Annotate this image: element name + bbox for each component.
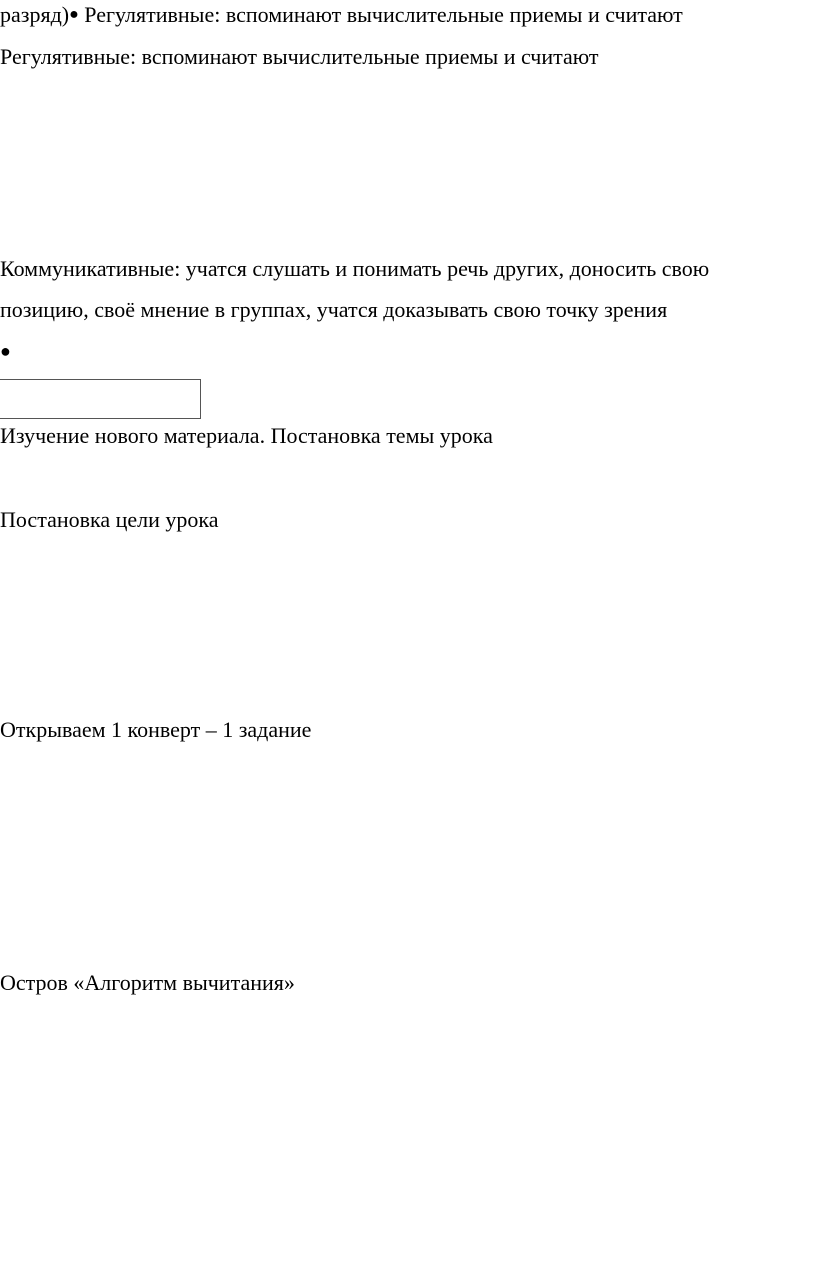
envelope-task-heading: Открываем 1 конверт – 1 задание: [0, 717, 312, 742]
regulative-line-1: [0, 2, 683, 28]
communicative-line-2: позицию, своё мнение в группах, учатся доказывать свою точку зрения: [0, 297, 668, 322]
regulative-line-2: Регулятивные: вспоминают вычислительные приемы и считают: [0, 44, 599, 69]
new-material-heading: Изучение нового материала. Постановка темы урока: [0, 423, 493, 448]
bullet-icon: ●: [0, 341, 11, 361]
regulative-prefix: разряд): [0, 2, 70, 27]
bullet-icon: ●: [69, 6, 79, 23]
regulative-text-1: Регулятивные: вспоминают вычислительные приемы и считают: [84, 2, 683, 27]
lesson-goal-heading: Постановка цели урока: [0, 507, 219, 532]
empty-box: [0, 379, 201, 419]
island-heading: Остров «Алгоритм вычитания»: [0, 970, 295, 995]
communicative-line-1: Коммуникативные: учатся слушать и понимать речь других, доносить свою: [0, 256, 710, 281]
